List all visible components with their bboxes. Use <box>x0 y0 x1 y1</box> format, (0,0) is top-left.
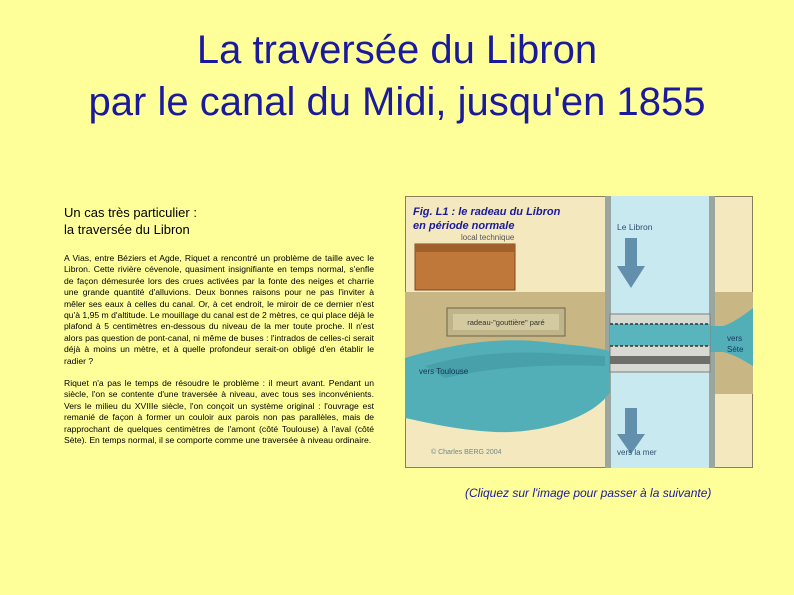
page-title <box>0 24 794 128</box>
label-vers-line-2: Sète <box>727 345 744 354</box>
title-line-1: La traversée du Libron <box>196 28 598 72</box>
section-heading <box>64 204 197 238</box>
label-vers-line-1: vers <box>727 334 743 343</box>
crossing-gate <box>610 356 710 364</box>
section-heading-line-1: Un cas très particulier : <box>64 205 197 220</box>
figure-title-line-1: Fig. L1 : le radeau du Libron <box>413 206 561 218</box>
local-technique-roof <box>415 244 515 252</box>
body-text <box>64 253 374 458</box>
section-heading-line-2: la traversée du Libron <box>64 222 190 237</box>
click-image-hint: (Cliquez sur l'image pour passer à la suivante) <box>465 486 712 500</box>
libron-raft-figure[interactable] <box>405 196 753 468</box>
figure-title-line-2: en période normale <box>413 220 515 232</box>
label-mer: vers la mer <box>617 448 657 457</box>
crossing-water <box>610 324 710 346</box>
figure-copyright: © Charles BERG 2004 <box>431 449 502 456</box>
paragraph-2: Riquet n'a pas le temps de résoudre le problème : il meurt avant. Pendant un siècle, l'on se contente d'une traversée à niveau, avec tous ses inconvénients. Vers le milieu du XVIIIe siècle, l'on conçoit un système original : l'ouvrage est remanié de façon à former un couloir aux parois non pas parallèles, mais de rapprochant de quelques centimètres de l'amont (côté Toulouse) à l'aval (côté Sète). En temps normal, il se comporte comme une traversée à niveau ordinaire. <box>64 378 374 446</box>
title-line-2: par le canal du Midi, jusqu'en 1855 <box>88 80 706 124</box>
label-local-technique: local technique <box>461 233 515 242</box>
label-river: Le Libron <box>617 222 653 232</box>
label-toulouse: vers Toulouse <box>419 367 469 376</box>
label-raft: radeau-"gouttière" paré <box>467 318 545 327</box>
paragraph-1: A Vias, entre Béziers et Agde, Riquet a rencontré un problème de taille avec le Libron. Cette rivière cévenole, quasiment insignifiante en temps normal, s'enfle de façon démesurée lors des crues activées par la fonte des neiges et charrie une grande quantité d'alluvions. Deux bonnes raisons pour ne pas l'inviter à mêler ses eaux à celles du canal. Or, à cet endroit, le miroir de ce dernier n'est qu'à 1,95 m d'altitude. Le mouillage du canal est de 2 mètres, ce qui place déjà le plafond à 5 centimètres en-dessous du niveau de la mer toute proche. Il n'est alors pas question de pont-canal, ni même de buses : l'intrados de celles-ci serait déjà à moins un mètre, et à quelle profondeur serait-on obligé d'en établir le radier ? <box>64 253 374 366</box>
